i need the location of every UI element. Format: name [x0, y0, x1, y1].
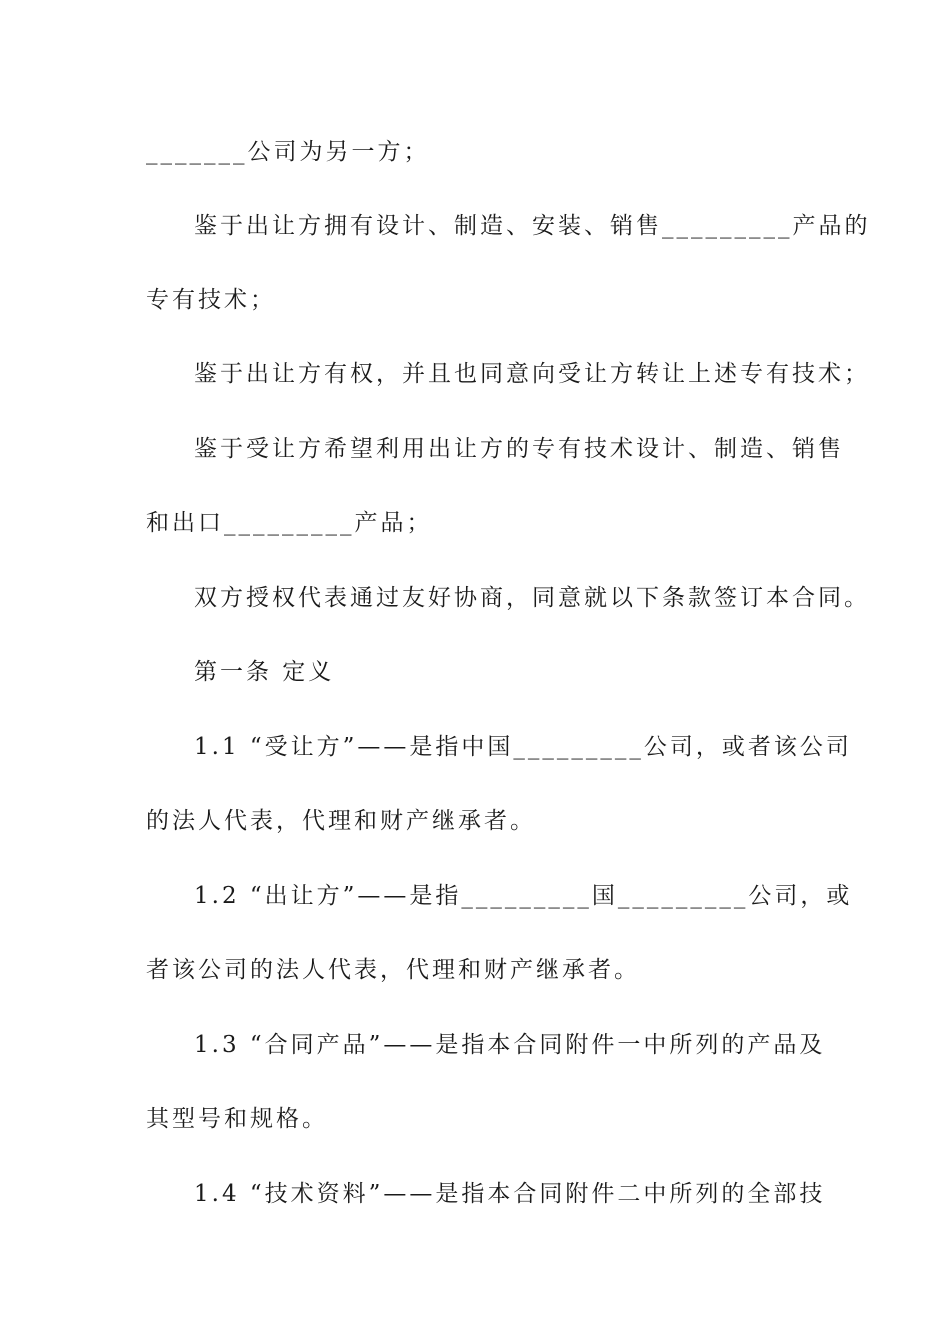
section-heading: 第一条 定义 — [194, 659, 335, 685]
text-line-6: 和出口_________产品； — [146, 510, 433, 536]
text-line-14: 其型号和规格。 — [146, 1106, 328, 1132]
text-line-15: 1.4 “技术资料”——是指本合同附件二中所列的全部技 — [194, 1181, 826, 1207]
text-line-11: 1.2 “出让方”——是指_________国_________公司，或 — [194, 883, 853, 909]
text-line-5: 鉴于受让方希望利用出让方的专有技术设计、制造、销售 — [194, 436, 844, 462]
text-line-4: 鉴于出让方有权，并且也同意向受让方转让上述专有技术； — [194, 361, 870, 387]
text-line-2: 鉴于出让方拥有设计、制造、安装、销售_________产品的 — [194, 213, 871, 239]
text-line-13: 1.3 “合同产品”——是指本合同附件一中所列的产品及 — [194, 1032, 826, 1058]
text-line-7: 双方授权代表通过友好协商，同意就以下条款签订本合同。 — [194, 585, 870, 611]
text-line-1: _______公司为另一方； — [146, 139, 430, 165]
text-line-9: 1.1 “受让方”——是指中国_________公司，或者该公司 — [194, 734, 852, 760]
text-line-12: 者该公司的法人代表，代理和财产继承者。 — [146, 957, 640, 983]
text-line-3: 专有技术； — [146, 287, 276, 313]
text-line-10: 的法人代表，代理和财产继承者。 — [146, 808, 536, 834]
